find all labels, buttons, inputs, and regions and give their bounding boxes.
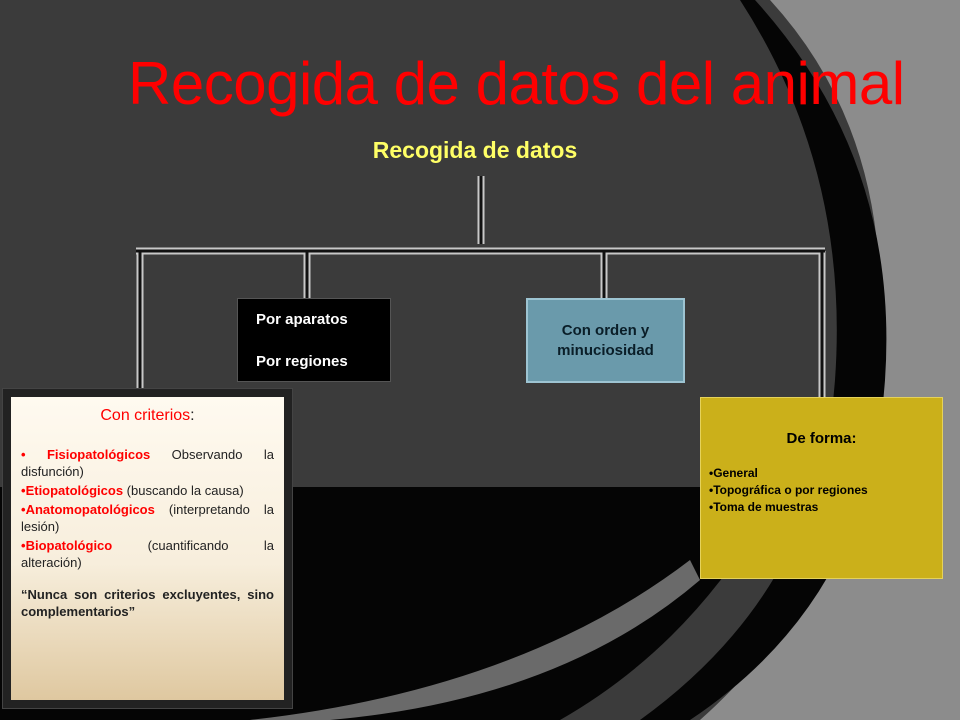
aparatos-line-1: Por aparatos: [256, 311, 348, 328]
aparatos-line-2: Por regiones: [256, 353, 348, 370]
forma-item: •Toma de muestras: [709, 500, 819, 514]
criterios-note: “Nunca son criterios excluyentes, sino complementarios”: [21, 587, 274, 619]
forma-item: •Topográfica o por regiones: [709, 483, 868, 497]
forma-title: De forma:: [786, 430, 857, 447]
criterio-item: • Fisiopatológicos Observando la disfunción): [21, 447, 274, 479]
box-por-aparatos: [237, 298, 391, 382]
criterio-item: •Etiopatológicos (buscando la causa): [21, 483, 244, 498]
forma-item: •General: [709, 466, 758, 480]
orden-text: Con orden y minuciosidad: [557, 321, 654, 359]
box-con-criterios: [2, 388, 293, 709]
box-de-forma: [700, 397, 943, 579]
criterios-panel: [11, 397, 284, 700]
criterios-title: Con criterios:: [100, 407, 195, 424]
box-con-orden: [526, 298, 685, 383]
criterio-item: •Anatomopatológicos (interpretando la lesión): [21, 502, 274, 534]
criterio-item: •Biopatológico (cuantificando la alteración): [21, 538, 274, 570]
tree-root-label: Recogida de datos: [372, 137, 578, 163]
slide-title: Recogida de datos del animal: [128, 50, 905, 117]
